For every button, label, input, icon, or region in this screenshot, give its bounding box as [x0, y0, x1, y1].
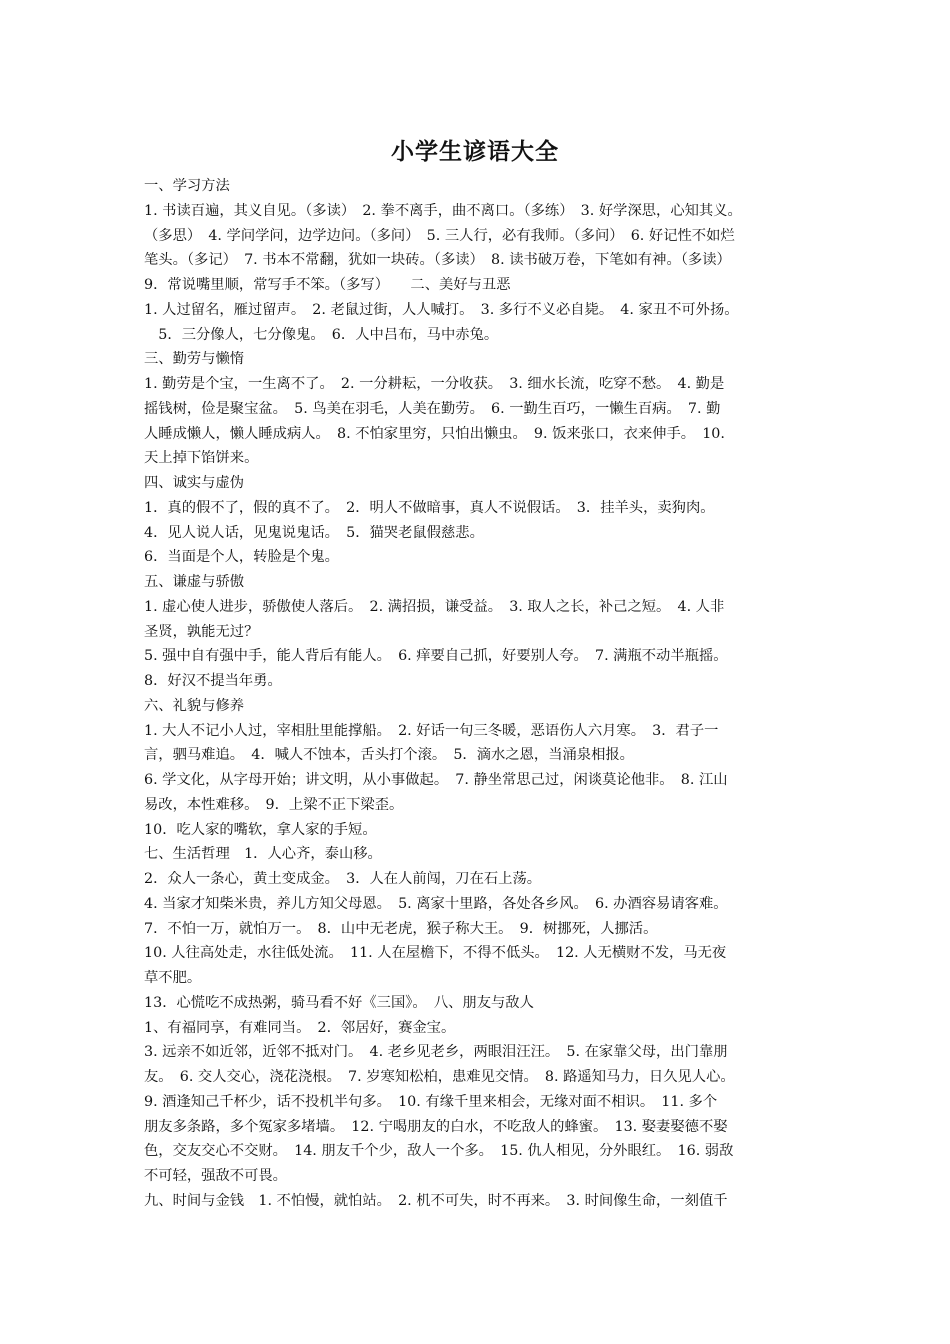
text-line: 10．吃人家的嘴软，拿人家的手短。 — [144, 821, 377, 838]
text-line: 七、生活哲理 1．人心齐，泰山移。 — [144, 846, 382, 863]
text-line: 九、时间与金钱 1. 不怕慢，就怕站。 2. 机不可失，时不再来。 3. 时间像生命，一刻值千 — [144, 1192, 728, 1209]
text-line: 三、勤劳与懒惰 — [144, 351, 245, 368]
text-line: 1. 书读百遍，其义自见。（多读） 2. 拳不离手，曲不离口。（多练） 3. 好学深思，心知其义。 — [144, 202, 742, 219]
text-line: 色，交友交心不交财。 14. 朋友千个少，敌人一个多。 15. 仇人相见，分外眼红。 16. 弱敌 — [144, 1143, 734, 1160]
text-line: 4．见人说人话，见鬼说鬼话。 5．猫哭老鼠假慈悲。 — [144, 524, 484, 541]
document-body — [144, 174, 816, 1214]
text-line: 草不肥。 — [144, 970, 202, 986]
text-line: 9. 酒逢知己千杯少，话不投机半句多。 10. 有缘千里来相会，无缘对面不相识。 11. 多个 — [144, 1093, 718, 1110]
text-line: 圣贤，孰能无过？ — [144, 623, 259, 640]
page-title: 小学生谚语大全 — [391, 139, 559, 165]
text-line: （多思） 4. 学问学问，边学边问。（多问） 5. 三人行，必有我师。（多问） 6. 好记性不如烂 — [144, 227, 735, 244]
text-line: 摇钱树，俭是聚宝盆。 5. 鸟美在羽毛，人美在勤劳。 6. 一勤生百巧，一懒生百病。 7. 勤 — [144, 400, 721, 417]
text-line: 1、有福同享，有难同当。 2．邻居好，赛金宝。 — [144, 1019, 456, 1036]
text-line: 1. 人过留名，雁过留声。 2. 老鼠过街，人人喊打。 3. 多行不义必自毙。 4. 家丑不可外扬。 — [144, 301, 739, 318]
text-line: 2．众人一条心，黄土变成金。 3．人在人前闯，刀在石上荡。 — [144, 871, 542, 887]
text-line: 13．心慌吃不成热粥，骑马看不好《三国》。 八、朋友与敌人 — [144, 994, 534, 1011]
text-line: 言，驷马难追。 4．喊人不蚀本，舌头打个滚。 5．滴水之恩，当涌泉相报。 — [144, 747, 634, 764]
text-line: 一、学习方法 — [144, 178, 230, 194]
text-line: 1. 大人不记小人过，宰相肚里能撑船。 2. 好话一句三冬暖，恶语伤人六月寒。 3．君子一 — [144, 722, 719, 739]
text-line: 人睡成懒人，懒人睡成病人。 8. 不怕家里穷，只怕出懒虫。 9. 饭来张口，衣来伸手。 10. — [144, 425, 725, 442]
text-line: 天上掉下馅饼来。 — [144, 450, 259, 467]
text-line: 五、谦虚与骄傲 — [144, 574, 245, 590]
text-line: 笔头。（多记） 7. 书本不常翻，犹如一块砖。（多读） 8. 读书破万卷，下笔如有神。（多读） — [144, 252, 731, 269]
text-line: 不可轻，强敌不可畏。 — [144, 1168, 287, 1184]
text-line: 3. 远亲不如近邻，近邻不抵对门。 4. 老乡见老乡，两眼泪汪汪。 5. 在家靠父母，出门靠朋 — [144, 1044, 728, 1061]
text-line: 5．三分像人，七分像鬼。 6．人中吕布，马中赤兔。 — [144, 326, 499, 343]
text-line: 4. 当家才知柴米贵，养儿方知父母恩。 5. 离家十里路，各处各乡风。 6. 办酒容易请客难。 — [144, 895, 728, 912]
text-line: 7．不怕一万，就怕万一。 8．山中无老虎，猴子称大王。 9．树挪死，人挪活。 — [144, 920, 658, 937]
text-line: 1. 勤劳是个宝，一生离不了。 2. 一分耕耘，一分收获。 3. 细水长流，吃穿不愁。 4. 勤是 — [144, 376, 725, 392]
text-line: 8．好汉不提当年勇。 — [144, 673, 282, 689]
text-line: 友。 6. 交人交心，浇花浇根。 7. 岁寒知松柏，患难见交情。 8. 路遥知马力，日久见人心。 — [144, 1069, 735, 1085]
text-line: 10. 人往高处走，水往低处流。 11. 人在屋檐下，不得不低头。 12. 人无横财不发，马无夜 — [144, 945, 727, 962]
text-line: 5. 强中自有强中手，能人背后有能人。 6. 痒要自己抓，好要别人夸。 7. 满瓶不动半瓶摇。 — [144, 648, 728, 665]
text-line: 6．当面是个人，转脸是个鬼。 — [144, 549, 339, 566]
text-line: 朋友多条路，多个冤家多堵墙。 12. 宁喝朋友的白水，不吃敌人的蜂蜜。 13. 娶妻娶德不娶 — [144, 1118, 728, 1135]
text-line: 9．常说嘴里顺，常写手不笨。（多写） 二、美好与丑恶 — [144, 277, 511, 293]
text-line: 六、礼貌与修养 — [144, 697, 245, 714]
text-line: 1．真的假不了，假的真不了。 2．明人不做暗事，真人不说假话。 3．挂羊头，卖狗肉。 — [144, 499, 715, 516]
text-line: 易改，本性难移。 9．上梁不正下梁歪。 — [144, 796, 404, 813]
text-line: 6. 学文化，从字母开始；讲文明，从小事做起。 7. 静坐常思己过，闲谈莫论他非。 8. 江山 — [144, 772, 728, 788]
text-line: 1. 虚心使人进步，骄傲使人落后。 2. 满招损，谦受益。 3. 取人之长，补己之短。 4. 人非 — [144, 598, 725, 615]
text-line: 四、诚实与虚伪 — [144, 475, 245, 491]
